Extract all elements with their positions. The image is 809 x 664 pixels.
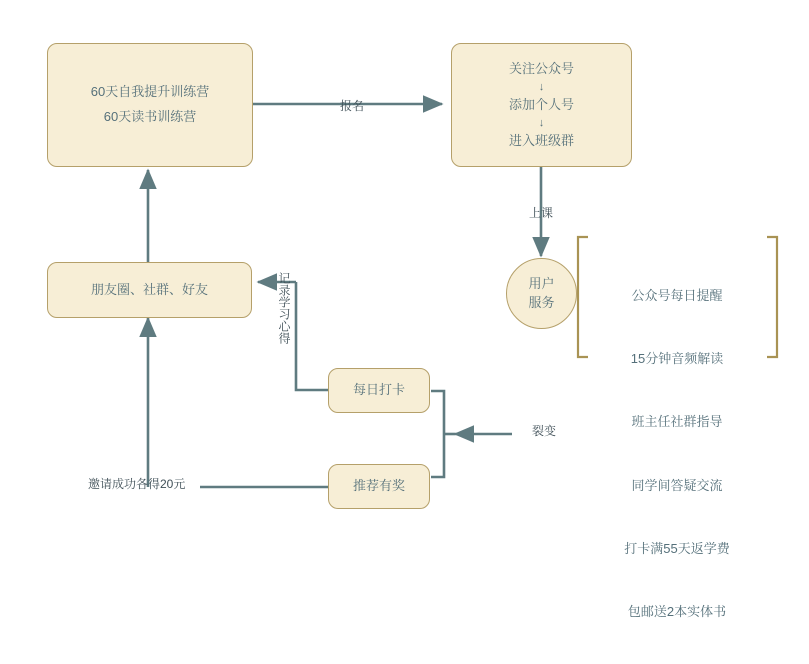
node-onboarding-line-3: 进入班级群 [508,133,574,149]
service-list-item-3: 班主任社群指导 [631,414,723,430]
node-social-line-1: 朋友圈、社群、好友 [90,281,208,297]
node-camp-line-1: 60天自我提升训练营 [90,84,210,100]
service-list-item-5: 打卡满55天返学费 [624,540,730,556]
edge-label-signup: 报名 [339,99,364,113]
node-onboarding-line-1: 关注公众号 [508,61,574,77]
node-onboarding-arrow-2: ↓ [538,116,545,129]
node-user-service-line-2: 服务 [528,294,555,310]
node-social[interactable] [47,262,252,318]
node-daily-checkin-line-1: 每日打卡 [352,382,405,398]
node-onboarding-line-2: 添加个人号 [508,97,574,113]
edge-social-notes-path [296,282,328,390]
service-list-item-1: 公众号每日提醒 [631,288,723,304]
node-user-service-line-1: 用户 [528,275,555,291]
node-onboarding[interactable] [451,43,632,167]
node-referral-line-1: 推荐有奖 [352,478,405,494]
edge-junction-brace [431,391,444,477]
edge-label-fission: 裂变 [531,424,556,438]
node-camp[interactable] [47,43,253,167]
service-list-item-4: 同学间答疑交流 [631,477,723,493]
node-camp-line-2: 60天读书训练营 [103,109,197,124]
edge-label-attend-class: 上课 [528,206,553,220]
service-list-item-2: 15分钟音频解读 [630,351,724,367]
node-daily-checkin[interactable] [328,368,430,413]
node-referral[interactable] [328,464,430,509]
service-list [597,243,757,664]
service-list-item-6: 包邮送2本实体书 [627,603,727,619]
node-user-service[interactable] [506,258,577,329]
node-onboarding-arrow-1: ↓ [538,80,545,93]
edge-label-study-notes: 记录学习心得 [277,272,291,344]
edge-label-invite-reward: 邀请成功各得20元 [88,477,186,491]
